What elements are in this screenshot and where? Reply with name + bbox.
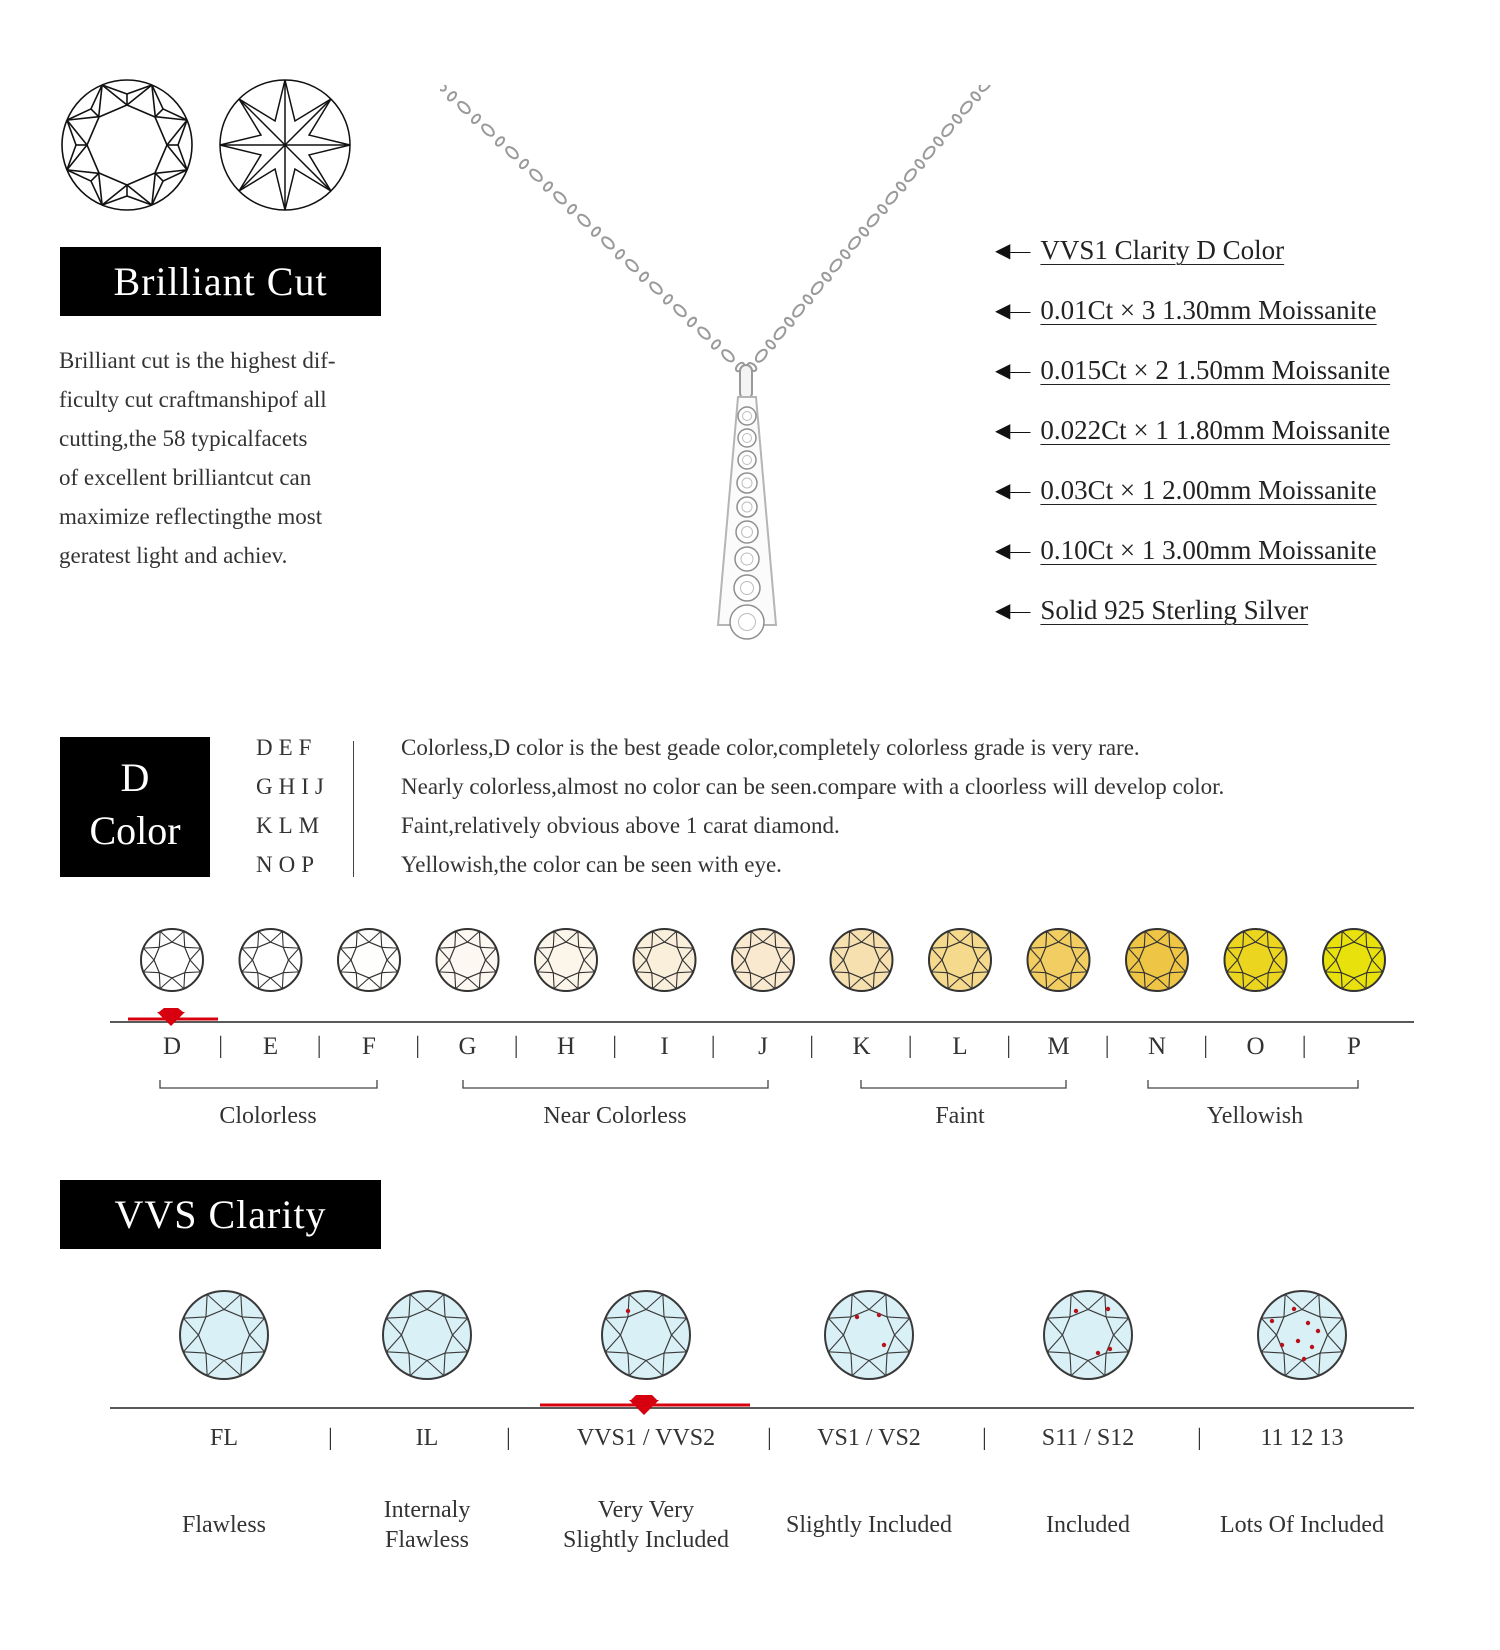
clarity-separator: | — [982, 1425, 987, 1451]
color-group-near-colorless: Near Colorless — [543, 1103, 687, 1129]
clarity-description — [526, 1495, 766, 1555]
color-scale-letters — [0, 1033, 1500, 1073]
color-grade-l: L — [952, 1033, 968, 1060]
clarity-stone-6 — [1258, 1291, 1346, 1379]
color-group-brackets — [0, 1075, 1500, 1095]
grade-letters: NOP — [256, 852, 321, 877]
spec-text: 0.01Ct × 3 1.30mm Moissanite — [1040, 295, 1377, 325]
vvs-clarity-title-text: VVS Clarity — [114, 1192, 327, 1237]
description-line: maximize reflectingthe most — [59, 504, 323, 529]
grade-separator: | — [218, 1033, 224, 1059]
spec-text: 0.03Ct × 1 2.00mm Moissanite — [1040, 475, 1377, 505]
grade-separator: | — [710, 1033, 716, 1059]
color-stone-p — [1323, 929, 1385, 991]
clarity-stone-5 — [1044, 1291, 1132, 1379]
grade-description: Yellowish,the color can be seen with eye. — [401, 852, 782, 877]
clarity-code: S11 / S12 — [1041, 1425, 1135, 1451]
clarity-code: 11 12 13 — [1260, 1425, 1344, 1451]
color-grade-h: H — [556, 1033, 576, 1060]
clarity-description — [1182, 1510, 1422, 1540]
color-scale-axis — [0, 1000, 1500, 1030]
clarity-description-line: Flawless — [182, 1512, 266, 1538]
left-triangle-arrow-icon: ◀— — [995, 240, 1031, 262]
color-group-colorless: Clolorless — [219, 1103, 317, 1129]
spec-text: Solid 925 Sterling Silver — [1040, 595, 1309, 625]
left-triangle-arrow-icon: ◀— — [995, 480, 1031, 502]
color-grade-i: I — [660, 1033, 669, 1060]
color-stone-e — [240, 929, 302, 991]
clarity-scale-codes — [0, 1425, 1500, 1465]
spec-item — [995, 415, 1390, 446]
clarity-stone-3 — [602, 1291, 690, 1379]
clarity-description — [968, 1510, 1208, 1540]
brilliant-cut-title-text: Brilliant Cut — [113, 259, 328, 304]
d-color-title-line2: Color — [89, 808, 181, 853]
clarity-description-line: Slightly Included — [786, 1512, 952, 1538]
color-stone-k — [831, 929, 893, 991]
color-grade-f: F — [362, 1033, 376, 1060]
d-color-title-line1: D — [120, 755, 150, 800]
clarity-separator: | — [1197, 1425, 1202, 1451]
color-stone-j — [732, 929, 794, 991]
spec-item — [995, 535, 1377, 566]
vvs-clarity-title — [60, 1180, 381, 1249]
spec-item — [995, 355, 1390, 386]
left-triangle-arrow-icon: ◀— — [995, 300, 1031, 322]
color-stone-g — [437, 929, 499, 991]
color-grade-m: M — [1047, 1033, 1070, 1060]
spec-item — [995, 295, 1377, 326]
color-stone-h — [535, 929, 597, 991]
grade-description: Colorless,D color is the best geade color,completely colorless grade is very rare. — [401, 735, 1140, 760]
clarity-code: VS1 / VS2 — [817, 1425, 921, 1451]
left-triangle-arrow-icon: ◀— — [995, 420, 1031, 442]
grade-separator: | — [809, 1033, 815, 1059]
clarity-code: IL — [415, 1425, 439, 1451]
color-group-yellowish: Yellowish — [1206, 1103, 1304, 1129]
clarity-description-line: Flawless — [385, 1527, 469, 1553]
color-scale-stones — [0, 920, 1500, 1000]
grade-description: Faint,relatively obvious above 1 carat diamond. — [401, 813, 840, 838]
left-triangle-arrow-icon: ◀— — [995, 600, 1031, 622]
diamond-top-view-icon — [60, 78, 194, 212]
spec-text: 0.022Ct × 1 1.80mm Moissanite — [1040, 415, 1391, 445]
description-line: ficulty cut craftmanshipof all — [59, 387, 327, 412]
description-line: Brilliant cut is the highest dif- — [59, 348, 336, 373]
spec-text: VVS1 Clarity D Color — [1040, 235, 1285, 265]
color-grade-j: J — [758, 1033, 768, 1060]
grade-separator: | — [907, 1033, 913, 1059]
grade-letters: GHIJ — [256, 774, 330, 799]
color-stone-i — [634, 929, 696, 991]
clarity-description-line: Included — [1046, 1512, 1130, 1538]
clarity-description — [749, 1510, 989, 1540]
clarity-separator: | — [767, 1425, 772, 1451]
clarity-separator: | — [506, 1425, 511, 1451]
brilliant-cut-description — [59, 341, 399, 575]
description-line: of excellent brilliantcut can — [59, 465, 312, 490]
color-grade-d: D — [162, 1033, 182, 1060]
color-stone-d — [141, 929, 203, 991]
spec-item — [995, 595, 1308, 626]
color-stone-o — [1225, 929, 1287, 991]
clarity-description-line: Internaly — [383, 1497, 471, 1523]
grade-separator: | — [415, 1033, 421, 1059]
clarity-stone-4 — [825, 1291, 913, 1379]
color-stone-f — [338, 929, 400, 991]
color-grade-e: E — [262, 1033, 279, 1060]
clarity-scale-axis — [0, 1390, 1500, 1420]
spec-text: 0.015Ct × 2 1.50mm Moissanite — [1040, 355, 1391, 385]
clarity-separator: | — [328, 1425, 333, 1451]
left-triangle-arrow-icon: ◀— — [995, 360, 1031, 382]
clarity-description-line: Very Very — [597, 1497, 695, 1523]
color-grade-n: N — [1147, 1033, 1167, 1060]
color-stone-m — [1028, 929, 1090, 991]
grade-separator: | — [316, 1033, 322, 1059]
color-grade-k: K — [852, 1033, 871, 1060]
spec-item — [995, 235, 1284, 266]
color-grade-p: P — [1347, 1033, 1361, 1060]
left-triangle-arrow-icon: ◀— — [995, 540, 1031, 562]
color-grade-o: O — [1246, 1033, 1265, 1060]
grade-divider — [353, 741, 354, 877]
color-grade-g: G — [458, 1033, 477, 1060]
grade-letters: DEF — [256, 735, 318, 760]
color-stone-n — [1126, 929, 1188, 991]
diamond-bottom-view-icon — [218, 78, 352, 212]
clarity-code: FL — [209, 1425, 238, 1451]
grade-separator: | — [612, 1033, 618, 1059]
grade-separator: | — [1006, 1033, 1012, 1059]
description-line: cutting,the 58 typicalfacets — [59, 426, 308, 451]
clarity-stone-2 — [383, 1291, 471, 1379]
color-grade-table — [256, 735, 1476, 885]
grade-separator: | — [1203, 1033, 1209, 1059]
necklace-pendant-icon — [440, 85, 1040, 675]
d-color-title — [60, 737, 210, 877]
grade-separator: | — [513, 1033, 519, 1059]
grade-separator: | — [1104, 1033, 1110, 1059]
clarity-description — [307, 1495, 547, 1555]
clarity-description-line: Slightly Included — [563, 1527, 729, 1553]
grade-separator: | — [1301, 1033, 1307, 1059]
color-stone-l — [929, 929, 991, 991]
brilliant-cut-title — [60, 247, 381, 316]
clarity-stone-1 — [180, 1291, 268, 1379]
clarity-scale-stones — [0, 1285, 1500, 1385]
description-line: geratest light and achiev. — [59, 543, 288, 568]
grade-description: Nearly colorless,almost no color can be seen.compare with a cloorless will develop color. — [401, 774, 1225, 799]
grade-letters: KLM — [256, 813, 326, 838]
spec-item — [995, 475, 1377, 506]
clarity-scale-descriptions — [0, 1495, 1500, 1585]
clarity-description-line: Lots Of Included — [1220, 1512, 1384, 1538]
color-group-faint: Faint — [935, 1103, 985, 1129]
clarity-code: VVS1 / VVS2 — [576, 1425, 716, 1451]
spec-text: 0.10Ct × 1 3.00mm Moissanite — [1040, 535, 1377, 565]
